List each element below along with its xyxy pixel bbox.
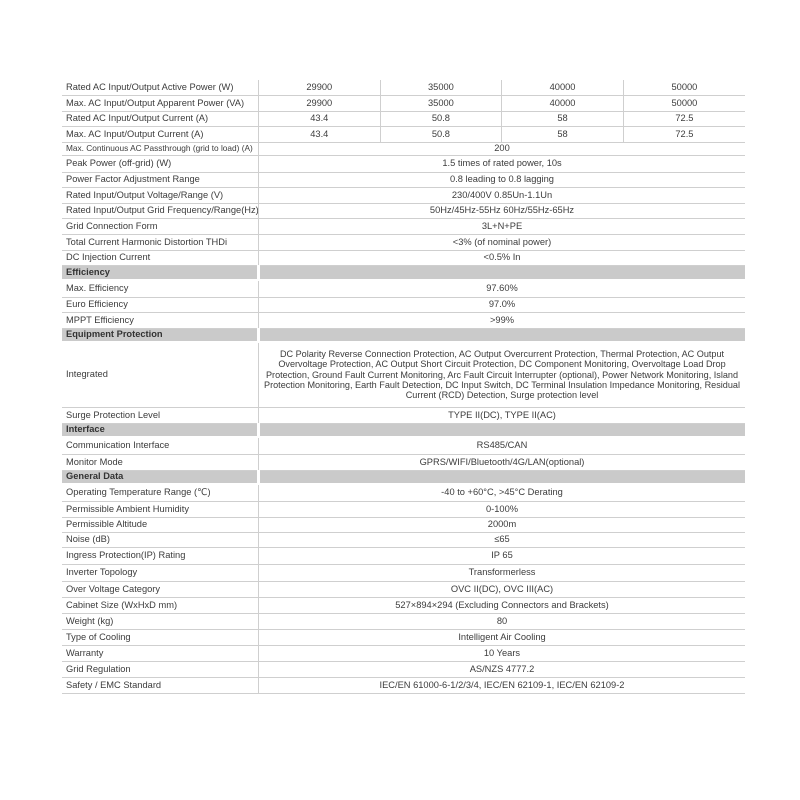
spec-value: <0.5% In	[259, 250, 746, 265]
spec-label: Max. Continuous AC Passthrough (grid to load) (A)	[62, 142, 259, 155]
spec-label: Safety / EMC Standard	[62, 677, 259, 693]
spec-row	[62, 454, 745, 470]
section-title: General Data	[62, 470, 259, 484]
spec-label: Max. AC Input/Output Current (A)	[62, 126, 259, 142]
spec-value: RS485/CAN	[259, 437, 746, 454]
spec-row	[62, 629, 745, 645]
spec-label: Type of Cooling	[62, 629, 259, 645]
spec-value: 97.60%	[259, 280, 746, 297]
spec-label: Grid Regulation	[62, 661, 259, 677]
spec-row	[62, 597, 745, 613]
spec-value: DC Polarity Reverse Connection Protection, AC Output Overcurrent Protection, Thermal Protection, AC Output Overvoltage Protection, AC Output Short Circuit Protection, DC Component Monitoring, Overvoltage Load Drop Protection, Ground Fault Current Monitoring, Arc Fault Circuit Interrupter (optional), Power Network Monitoring, Island Protection Monitoring, Earth Fault Detection, DC Input Switch, DC Terminal Insulation Impedance Monitoring, Residual Current (RCD) Detection, Surge protection level	[259, 342, 746, 407]
spec-row	[62, 661, 745, 677]
spec-value-model-3: 58	[502, 111, 624, 126]
spec-label: Rated AC Input/Output Current (A)	[62, 111, 259, 126]
spec-value: <3% (of nominal power)	[259, 234, 746, 250]
spec-label: Rated AC Input/Output Active Power (W)	[62, 80, 259, 95]
spec-row	[62, 342, 745, 407]
spec-value: 0-100%	[259, 501, 746, 517]
spec-label: Surge Protection Level	[62, 407, 259, 423]
spec-label: DC Injection Current	[62, 250, 259, 265]
spec-label: Communication Interface	[62, 437, 259, 454]
spec-value: 80	[259, 613, 746, 629]
spec-row	[62, 501, 745, 517]
spec-row	[62, 234, 745, 250]
spec-row	[62, 126, 745, 142]
spec-value-model-1: 43.4	[259, 126, 381, 142]
spec-value: GPRS/WIFI/Bluetooth/4G/LAN(optional)	[259, 454, 746, 470]
spec-table-body	[62, 80, 745, 693]
spec-value-model-2: 50.8	[380, 126, 502, 142]
spec-label: Grid Connection Form	[62, 218, 259, 234]
section-header	[62, 265, 745, 280]
spec-row	[62, 172, 745, 187]
spec-row	[62, 250, 745, 265]
spec-row	[62, 218, 745, 234]
spec-label: Max. AC Input/Output Apparent Power (VA)	[62, 95, 259, 111]
spec-value-model-4: 72.5	[623, 126, 745, 142]
spec-row	[62, 407, 745, 423]
section-header-fill	[259, 470, 746, 484]
spec-row	[62, 297, 745, 312]
spec-row	[62, 484, 745, 501]
spec-row	[62, 564, 745, 581]
spec-value-model-3: 40000	[502, 95, 624, 111]
section-header-fill	[259, 423, 746, 437]
spec-value-model-3: 40000	[502, 80, 624, 95]
spec-value: 3L+N+PE	[259, 218, 746, 234]
spec-label: Peak Power (off-grid) (W)	[62, 155, 259, 172]
spec-value: 230/400V 0.85Un-1.1Un	[259, 187, 746, 203]
spec-row	[62, 312, 745, 328]
spec-value: 10 Years	[259, 645, 746, 661]
spec-value: 2000m	[259, 517, 746, 532]
section-header-fill	[259, 265, 746, 280]
spec-row	[62, 613, 745, 629]
spec-label: Cabinet Size (WxHxD mm)	[62, 597, 259, 613]
spec-table	[62, 80, 745, 694]
spec-label: Inverter Topology	[62, 564, 259, 581]
spec-row	[62, 517, 745, 532]
spec-value: >99%	[259, 312, 746, 328]
spec-value-model-3: 58	[502, 126, 624, 142]
spec-label: Weight (kg)	[62, 613, 259, 629]
section-header	[62, 470, 745, 484]
spec-value: OVC II(DC), OVC III(AC)	[259, 581, 746, 597]
section-title: Efficiency	[62, 265, 259, 280]
spec-label: Total Current Harmonic Distortion THDi	[62, 234, 259, 250]
spec-row	[62, 645, 745, 661]
spec-value-model-1: 29900	[259, 95, 381, 111]
spec-value-model-1: 43.4	[259, 111, 381, 126]
spec-value: 200	[259, 142, 746, 155]
spec-row	[62, 80, 745, 95]
spec-label: Permissible Ambient Humidity	[62, 501, 259, 517]
spec-row	[62, 111, 745, 126]
spec-label: Operating Temperature Range (℃)	[62, 484, 259, 501]
spec-value: 97.0%	[259, 297, 746, 312]
spec-label: Power Factor Adjustment Range	[62, 172, 259, 187]
spec-value-model-2: 35000	[380, 80, 502, 95]
spec-row	[62, 581, 745, 597]
spec-label: Euro Efficiency	[62, 297, 259, 312]
spec-value: 0.8 leading to 0.8 lagging	[259, 172, 746, 187]
section-header-fill	[259, 328, 746, 342]
spec-value-model-2: 35000	[380, 95, 502, 111]
spec-label: Rated Input/Output Voltage/Range (V)	[62, 187, 259, 203]
spec-row	[62, 142, 745, 155]
spec-value: Intelligent Air Cooling	[259, 629, 746, 645]
spec-row	[62, 547, 745, 564]
spec-label: Monitor Mode	[62, 454, 259, 470]
spec-label: Noise (dB)	[62, 532, 259, 547]
spec-value-model-4: 72.5	[623, 111, 745, 126]
spec-value: 50Hz/45Hz-55Hz 60Hz/55Hz-65Hz	[259, 203, 746, 218]
spec-value: ≤65	[259, 532, 746, 547]
spec-value-model-4: 50000	[623, 80, 745, 95]
spec-value: -40 to +60°C, >45°C Derating	[259, 484, 746, 501]
spec-value: IEC/EN 61000-6-1/2/3/4, IEC/EN 62109-1, IEC/EN 62109-2	[259, 677, 746, 693]
spec-value-model-4: 50000	[623, 95, 745, 111]
spec-row	[62, 532, 745, 547]
section-title: Interface	[62, 423, 259, 437]
section-title: Equipment Protection	[62, 328, 259, 342]
spec-value-model-1: 29900	[259, 80, 381, 95]
spec-row	[62, 677, 745, 693]
spec-label: Ingress Protection(IP) Rating	[62, 547, 259, 564]
spec-value: Transformerless	[259, 564, 746, 581]
spec-value-model-2: 50.8	[380, 111, 502, 126]
spec-value: 527×894×294 (Excluding Connectors and Brackets)	[259, 597, 746, 613]
spec-value: 1.5 times of rated power, 10s	[259, 155, 746, 172]
spec-row	[62, 203, 745, 218]
spec-value: AS/NZS 4777.2	[259, 661, 746, 677]
section-header	[62, 423, 745, 437]
spec-row	[62, 95, 745, 111]
spec-row	[62, 187, 745, 203]
spec-row	[62, 437, 745, 454]
spec-value: TYPE II(DC), TYPE II(AC)	[259, 407, 746, 423]
spec-row	[62, 155, 745, 172]
spec-label: Rated Input/Output Grid Frequency/Range(Hz)	[62, 203, 259, 218]
spec-label: Permissible Altitude	[62, 517, 259, 532]
spec-label: Max. Efficiency	[62, 280, 259, 297]
section-header	[62, 328, 745, 342]
spec-label: Warranty	[62, 645, 259, 661]
spec-label: Integrated	[62, 342, 259, 407]
spec-value: IP 65	[259, 547, 746, 564]
spec-label: MPPT Efficiency	[62, 312, 259, 328]
spec-label: Over Voltage Category	[62, 581, 259, 597]
spec-row	[62, 280, 745, 297]
